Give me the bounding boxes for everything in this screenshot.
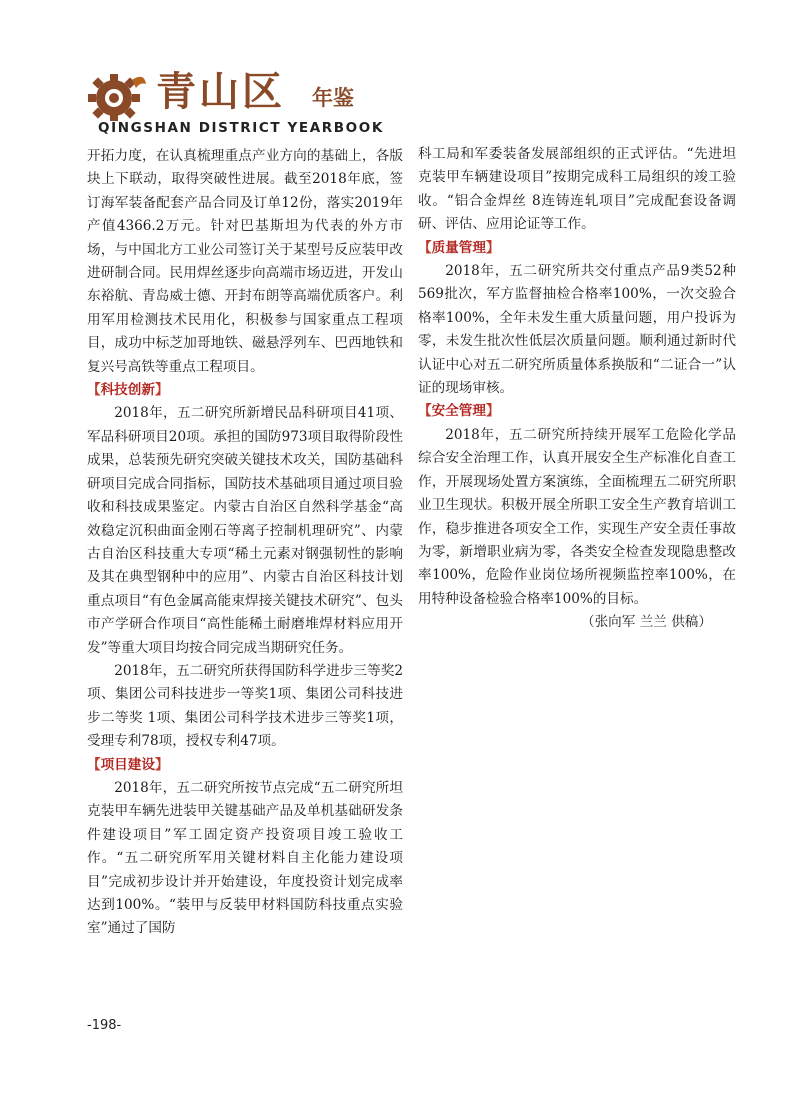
left-column xyxy=(87,145,403,941)
paragraph: 2018年，五二研究所按节点完成“五二研究所坦克装甲车辆先进装甲关键基础产品及单机基础研发条件建设项目”军工固定资产投资项目竣工验收工作。“五二研究所军用关键材料自主化能力建设项目”完成初步设计并开始建设，年度投资计划完成率达到100%。“装甲与反装甲材料国防科技重点实验室”通过了国防 xyxy=(87,779,403,937)
yearbook-title: 青山区 xyxy=(156,69,285,115)
section-heading-quality-management: 【质量管理】 xyxy=(418,239,500,256)
paragraph: 2018年，五二研究所新增民品科研项目41项、军品科研项目20项。承担的国防973项目取得阶段性成果，总装预先研究突破关键技术攻关，国防基础科研项目完成合同指标，国防技术基础项目通过项目验收和科技成果鉴定。内蒙古自治区自然科学基金“高效稳定沉积曲面金刚石等离子控制机理研究”、内蒙古自治区科技重大专项“稀土元素对钢强韧性的影响及其在典型钢种中的应用”、内蒙古自治区科技计划重点项目“有色金属高能束焊接关键技术研究”、包头市产学研合作项目“高性能稀土耐磨堆焊材料应用开发”等重大项目均按合同完成当期研究任务。 xyxy=(87,405,403,656)
section-heading-safety-management: 【安全管理】 xyxy=(418,403,500,420)
section-heading-project-construction: 【项目建设】 xyxy=(87,756,169,773)
gear-logo-icon xyxy=(84,70,148,122)
section-heading-tech-innovation: 【科技创新】 xyxy=(87,382,169,399)
contributor-credit: （张向军 兰兰 供稿） xyxy=(581,614,712,631)
page-number: -198- xyxy=(87,1018,122,1033)
yearbook-title-suffix: 年鉴 xyxy=(312,86,354,110)
paragraph: 2018年，五二研究所共交付重点产品9类52种569批次，军方监督抽检合格率100%，一次交验合格率100%，全年未发生重大质量问题，用户投诉为零，未发生批次性低层次质量问题。顺利通过新时代认证中心对五二研究所质量体系换版和“二证合一”认证的现场审核。 xyxy=(418,263,736,397)
paragraph: 开拓力度，在认真梳理重点产业方向的基础上，各版块上下联动，取得突破性进展。截至2018年底，签订海军装备配套产品合同及订单12份，落实2019年产值4366.2万元。针对巴基斯坦为代表的外方市场，与中国北方工业公司签订关于某型号反应装甲改进研制合同。民用焊丝逐步向高端市场迈进，开发山东裕航、青岛威士德、开封布朗等高端优质客户。利用军用检测技术民用化，积极参与国家重点工程项目，成功中标芝加哥地铁、磁悬浮列车、巴西地铁和复兴号高铁等重点工程项目。 xyxy=(87,148,403,375)
paragraph: 2018年，五二研究所获得国防科学进步三等奖2项、集团公司科技进步一等奖1项、集团公司科技进步二等奖 1项、集团公司科学技术进步三等奖1项，受理专利78项，授权专利47项。 xyxy=(87,662,403,750)
paragraph: 科工局和军委装备发展部组织的正式评估。“先进坦克装甲车辆建设项目”按期完成科工局组织的竣工验收。“铝合金焊丝 8连铸连轧项目”完成配套设备调研、评估、应用论证等工作。 xyxy=(418,146,736,233)
right-column xyxy=(418,143,736,635)
yearbook-header xyxy=(84,66,484,136)
yearbook-title-english: QINGSHAN DISTRICT YEARBOOK xyxy=(98,120,384,136)
paragraph: 2018年，五二研究所持续开展军工危险化学品综合安全治理工作，认真开展安全生产标准化自查工作，开展现场处置方案演练，全面梳理五二研究所职业卫生现状。积极开展全所职工安全生产教育培训工作，稳步推进各项安全工作，实现生产安全责任事故为零，新增职业病为零，各类安全检查发现隐患整改率100%，危险作业岗位场所视频监控率100%，在用特种设备检验合格率100%的目标。 xyxy=(418,426,736,607)
